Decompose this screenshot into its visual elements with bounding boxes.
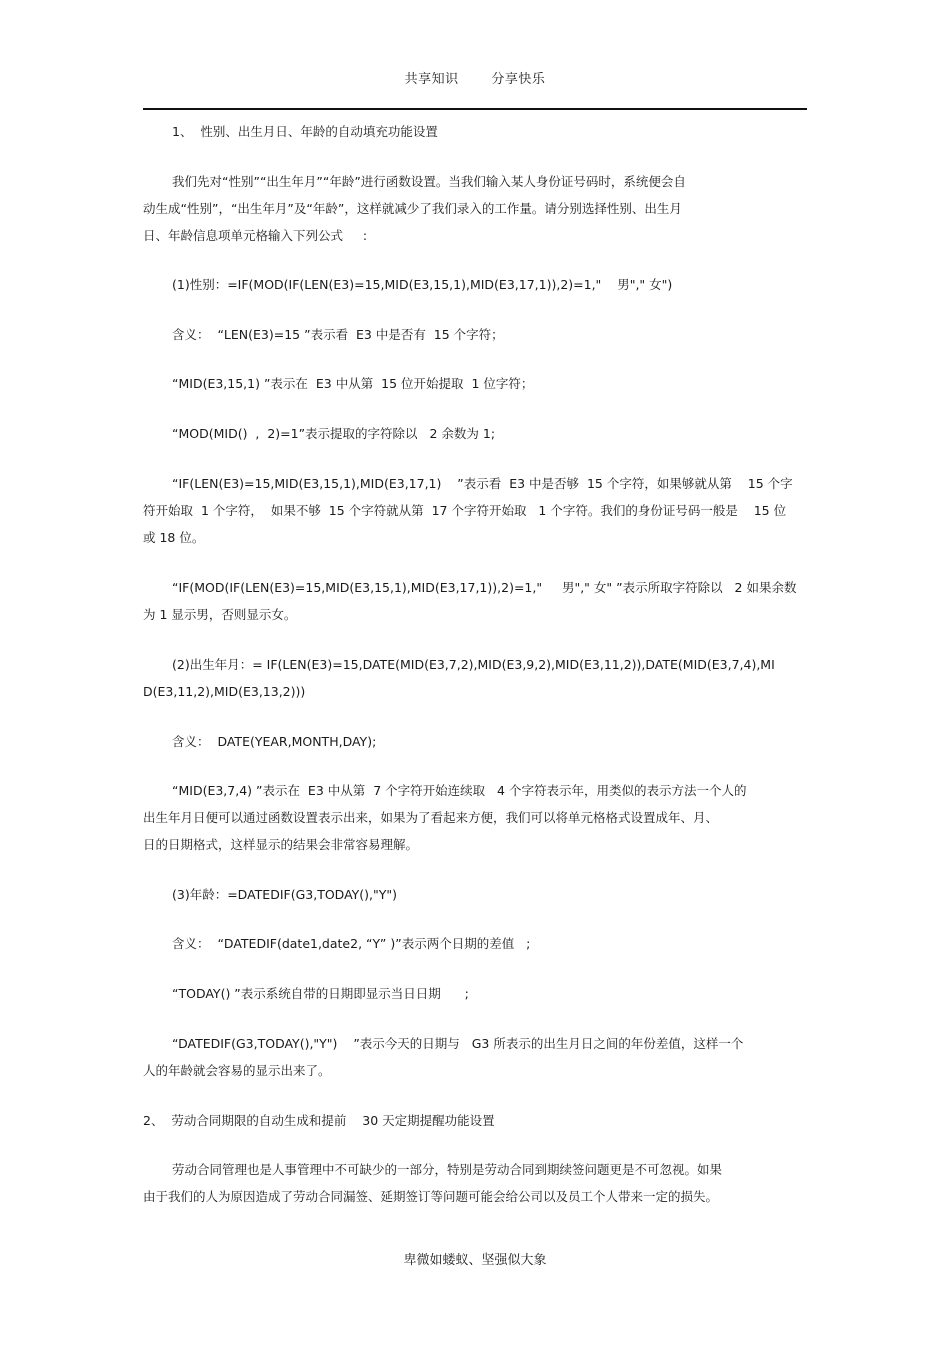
explanation-line: “MID(E3,15,1) ”表示在 E3 中从第 15 位开始提取 1 位字符； (172, 376, 534, 391)
formula-gender: (1)性别：=IF(MOD(IF(LEN(E3)=15,MID(E3,15,1),MID(E3,17,1)),2)=1," 男"," 女") (172, 277, 673, 292)
paragraph-line: 符开始取 1 个字符， 如果不够 15 个字符就从第 17 个字符开始取 1 个字符。我们的身份证号码一般是 15 位 (143, 503, 787, 518)
paragraph-line: 或 18 位。 (143, 530, 205, 545)
paragraph-line: 人的年龄就会容易的显示出来了。 (143, 1063, 331, 1078)
formula-birthdate-cont: D(E3,11,2),MID(E3,13,2))) (143, 684, 306, 699)
explanation-line: 含义： DATE(YEAR,MONTH,DAY); (172, 734, 377, 749)
paragraph-line: “IF(MOD(IF(LEN(E3)=15,MID(E3,15,1),MID(E3,17,1)),2)=1," 男"," 女" ”表示所取字符除以 2 如果余数 (172, 580, 797, 595)
paragraph-line: 出生年月日便可以通过函数设置表示出来，如果为了看起来方便，我们可以将单元格格式设置成年、月、 (143, 810, 719, 825)
explanation-line: “TODAY() ”表示系统自带的日期即显示当日日期 ; (172, 986, 469, 1001)
paragraph-line: 动生成“性别”，“出生年月”及“年龄”，这样就减少了我们录入的工作量。请分别选择性别、出生月 (143, 201, 682, 216)
paragraph-line: “DATEDIF(G3,TODAY(),"Y") ”表示今天的日期与 G3 所表示的出生月日之间的年份差值，这样一个 (172, 1036, 744, 1051)
explanation-line: 含义： “DATEDIF(date1,date2, “Y” )”表示两个日期的差值 ; (172, 936, 531, 951)
paragraph-line: 日的日期格式，这样显示的结果会非常容易理解。 (143, 837, 419, 852)
formula-birthdate: (2)出生年月：= IF(LEN(E3)=15,DATE(MID(E3,7,2),MID(E3,9,2),MID(E3,11,2)),DATE(MID(E3,7,4),MI (172, 657, 775, 672)
paragraph-line: 日、年龄信息项单元格输入下列公式 : (143, 228, 368, 243)
paragraph-line: 我们先对“性别”“出生年月”“年龄”进行函数设置。当我们输入某人身份证号码时，系统便会自 (172, 174, 686, 189)
header-divider (143, 108, 807, 110)
explanation-line: 含义： “LEN(E3)=15 ”表示看 E3 中是否有 15 个字符； (172, 327, 504, 342)
section-1-heading: 1、 性别、出生月日、年龄的自动填充功能设置 (172, 124, 438, 139)
paragraph-line: “IF(LEN(E3)=15,MID(E3,15,1),MID(E3,17,1) ”表示看 E3 中是否够 15 个字符，如果够就从第 15 个字 (172, 476, 793, 491)
page-header (0, 68, 950, 87)
page-footer: 卑微如蝼蚁、坚强似大象 (403, 1253, 547, 1268)
paragraph-line: “MID(E3,7,4) ”表示在 E3 中从第 7 个字符开始连续取 4 个字符表示年，用类似的表示方法一个人的 (172, 783, 747, 798)
explanation-line: “MOD(MID() , 2)=1”表示提取的字符除以 2 余数为 1; (172, 426, 496, 441)
header-right-text: 分享快乐 (491, 72, 546, 87)
section-2-heading: 2、 劳动合同期限的自动生成和提前 30 天定期提醒功能设置 (143, 1113, 495, 1128)
formula-age: (3)年龄：=DATEDIF(G3,TODAY(),"Y") (172, 887, 398, 902)
paragraph-line: 由于我们的人为原因造成了劳动合同漏签、延期签订等问题可能会给公司以及员工个人带来一定的损失。 (143, 1189, 719, 1204)
paragraph-line: 劳动合同管理也是人事管理中不可缺少的一部分，特别是劳动合同到期续签问题更是不可忽视。如果 (172, 1162, 723, 1177)
header-left-text: 共享知识 (404, 72, 459, 87)
paragraph-line: 为 1 显示男，否则显示女。 (143, 607, 297, 622)
